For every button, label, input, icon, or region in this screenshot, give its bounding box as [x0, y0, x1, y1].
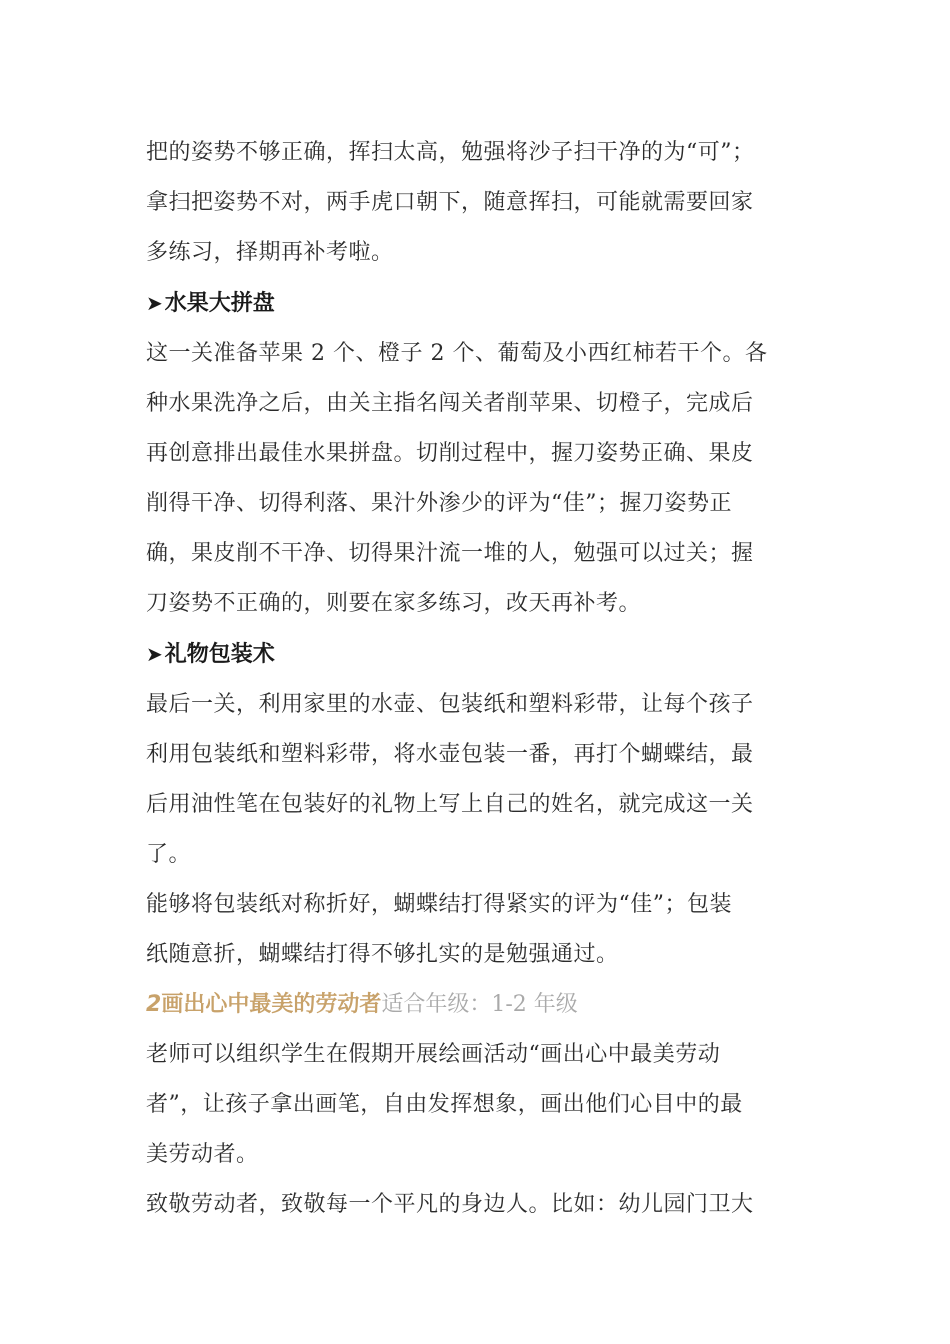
text-line: 后用油性笔在包装好的礼物上写上自己的姓名，就完成这一关 [146, 792, 754, 817]
heading-text: 水果大拼盘 [164, 291, 275, 316]
text-line: 削得干净、切得利落、果汁外渗少的评为“佳”；握刀姿势正 [146, 491, 732, 516]
text-line: 确，果皮削不干净、切得果汁流一堆的人，勉强可以过关；握 [146, 541, 754, 566]
text-line: 刀姿势不正确的，则要在家多练习，改天再补考。 [146, 591, 642, 616]
section-title: 画出心中最美的劳动者 [161, 992, 382, 1017]
section-grade: 适合年级：1-2 年级 [381, 992, 578, 1017]
heading-text: 礼物包装术 [164, 642, 275, 667]
heading-fruit-platter [146, 278, 806, 329]
text-line: 纸随意折，蝴蝶结打得不够扎实的是勉强通过。 [146, 942, 619, 967]
text-line: 拿扫把姿势不对，两手虎口朝下，随意挥扫，可能就需要回家 [146, 190, 754, 215]
text-line: 种水果洗净之后，由关主指名闯关者削苹果、切橙子，完成后 [146, 391, 754, 416]
text-line: 了。 [146, 842, 192, 867]
text-line: 能够将包装纸对称折好，蝴蝶结打得紧实的评为“佳”；包装 [146, 892, 732, 917]
text-line: 致敬劳动者，致敬每一个平凡的身边人。比如：幼儿园门卫大 [146, 1192, 754, 1217]
text-line: 美劳动者。 [146, 1142, 259, 1167]
heading-gift-wrapping [146, 629, 806, 680]
arrow-bullet-icon: ➤ [146, 291, 163, 315]
section-heading [146, 980, 806, 1030]
text-line: 这一关准备苹果 2 个、橙子 2 个、葡萄及小西红柿若干个。各 [146, 341, 768, 366]
arrow-bullet-icon: ➤ [146, 642, 163, 666]
text-line: 再创意排出最佳水果拼盘。切削过程中，握刀姿势正确、果皮 [146, 441, 754, 466]
text-line: 老师可以组织学生在假期开展绘画活动“画出心中最美劳动 [146, 1042, 721, 1067]
text-line: 多练习，择期再补考啦。 [146, 240, 394, 265]
text-line: 把的姿势不够正确，挥扫太高，勉强将沙子扫干净的为“可”； [146, 140, 755, 165]
text-line: 利用包装纸和塑料彩带，将水壶包装一番，再打个蝴蝶结，最 [146, 742, 754, 767]
text-line: 最后一关，利用家里的水壶、包装纸和塑料彩带，让每个孩子 [146, 692, 754, 717]
text-line: 者”，让孩子拿出画笔，自由发挥想象，画出他们心目中的最 [146, 1092, 743, 1117]
document-page [146, 128, 806, 1230]
section-number: 2 [146, 992, 162, 1017]
